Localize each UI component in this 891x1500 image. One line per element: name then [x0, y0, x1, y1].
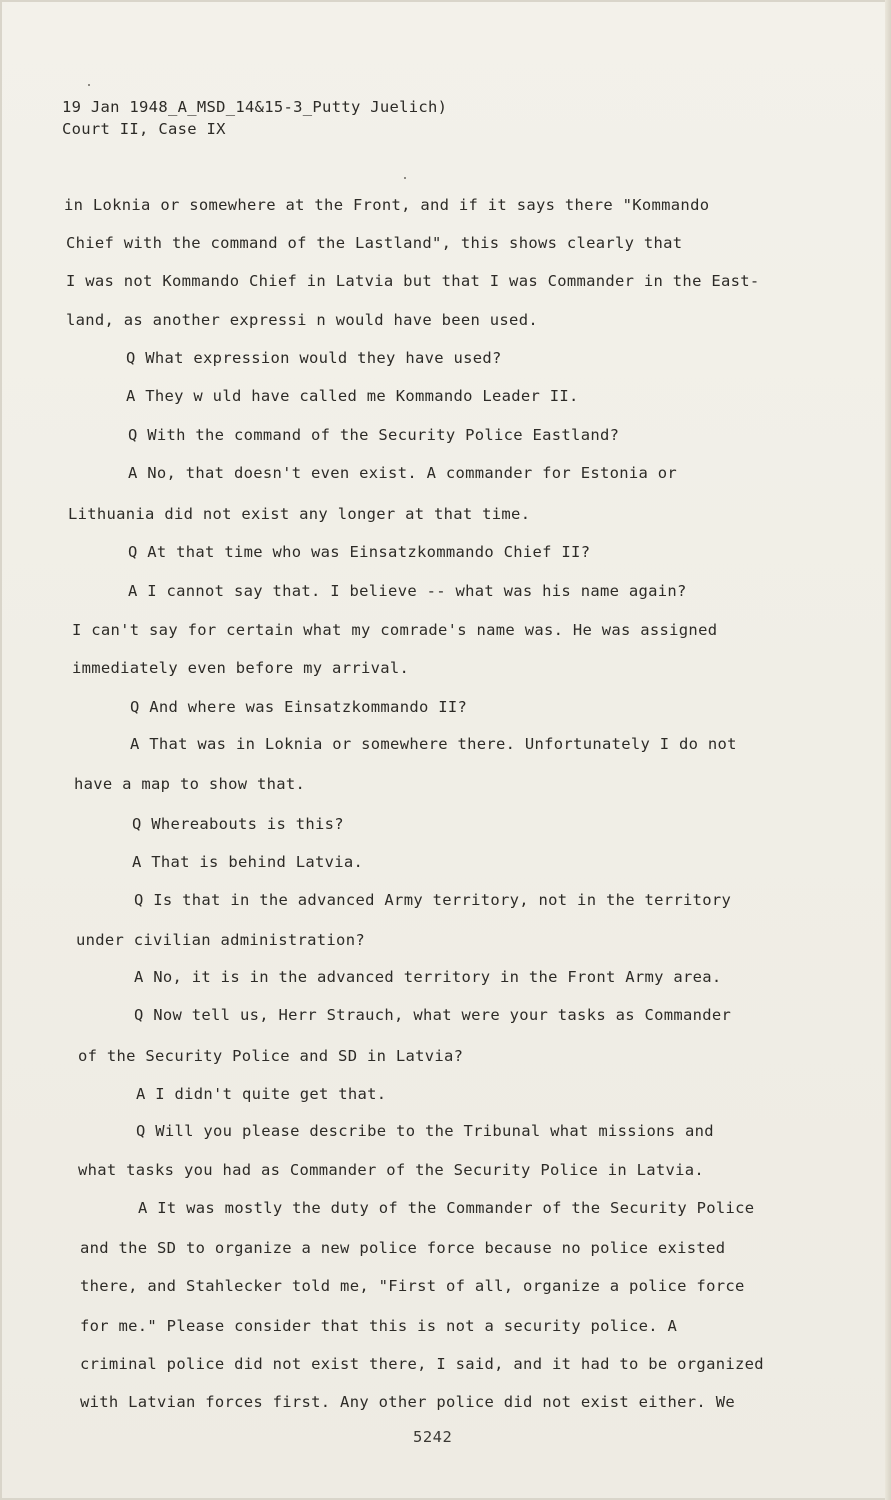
text-line: land, as another expressi n would have been used.: [66, 311, 538, 329]
text-line: Chief with the command of the Lastland", this shows clearly that: [66, 234, 683, 252]
question-line: Q Will you please describe to the Tribunal what missions and: [136, 1122, 714, 1140]
text-line: with Latvian forces first. Any other police did not exist either. We: [80, 1393, 735, 1411]
answer-line: A That is behind Latvia.: [132, 853, 364, 871]
question-line: Q And where was Einsatzkommando II?: [130, 698, 468, 716]
text-line: there, and Stahlecker told me, "First of all, organize a police force: [80, 1277, 745, 1295]
text-line: I can't say for certain what my comrade's name was. He was assigned: [72, 621, 718, 639]
answer-line: A No, it is in the advanced territory in the Front Army area.: [134, 968, 722, 986]
page-number: 5242: [413, 1428, 453, 1446]
answer-line: A They w uld have called me Kommando Leader II.: [126, 387, 579, 405]
text-line: under civilian administration?: [76, 931, 365, 949]
question-line: Q What expression would they have used?: [126, 349, 502, 367]
page-edge: [885, 0, 891, 1500]
question-line: Q At that time who was Einsatzkommando Chief II?: [128, 543, 591, 561]
answer-line: A That was in Loknia or somewhere there. Unfortunately I do not: [130, 735, 737, 753]
text-line: in Loknia or somewhere at the Front, and if it says there "Kommando: [64, 196, 710, 214]
answer-line: A I didn't quite get that.: [136, 1085, 387, 1103]
paper-speck: [404, 177, 406, 179]
text-line: for me." Please consider that this is not a security police. A: [80, 1317, 678, 1335]
question-line: Q With the command of the Security Police Eastland?: [128, 426, 620, 444]
text-line: what tasks you had as Commander of the Security Police in Latvia.: [78, 1161, 705, 1179]
question-line: Q Is that in the advanced Army territory, not in the territory: [134, 891, 732, 909]
header-line-2: Court II, Case IX: [62, 120, 226, 138]
text-line: have a map to show that.: [74, 775, 306, 793]
text-line: immediately even before my arrival.: [72, 659, 410, 677]
answer-line: A I cannot say that. I believe -- what was his name again?: [128, 582, 687, 600]
text-line: and the SD to organize a new police force because no police existed: [80, 1239, 726, 1257]
question-line: Q Now tell us, Herr Strauch, what were your tasks as Commander: [134, 1006, 732, 1024]
answer-line: A It was mostly the duty of the Commander of the Security Police: [138, 1199, 755, 1217]
answer-line: A No, that doesn't even exist. A commander for Estonia or: [128, 464, 678, 482]
text-line: criminal police did not exist there, I said, and it had to be organized: [80, 1355, 764, 1373]
text-line: Lithuania did not exist any longer at that time.: [68, 505, 531, 523]
text-line: I was not Kommando Chief in Latvia but that I was Commander in the East-: [66, 272, 760, 290]
paper-speck: [88, 84, 90, 86]
header-line-1: 19 Jan 1948_A_MSD_14&15-3_Putty Juelich): [62, 98, 448, 116]
question-line: Q Whereabouts is this?: [132, 815, 344, 833]
text-line: of the Security Police and SD in Latvia?: [78, 1047, 464, 1065]
